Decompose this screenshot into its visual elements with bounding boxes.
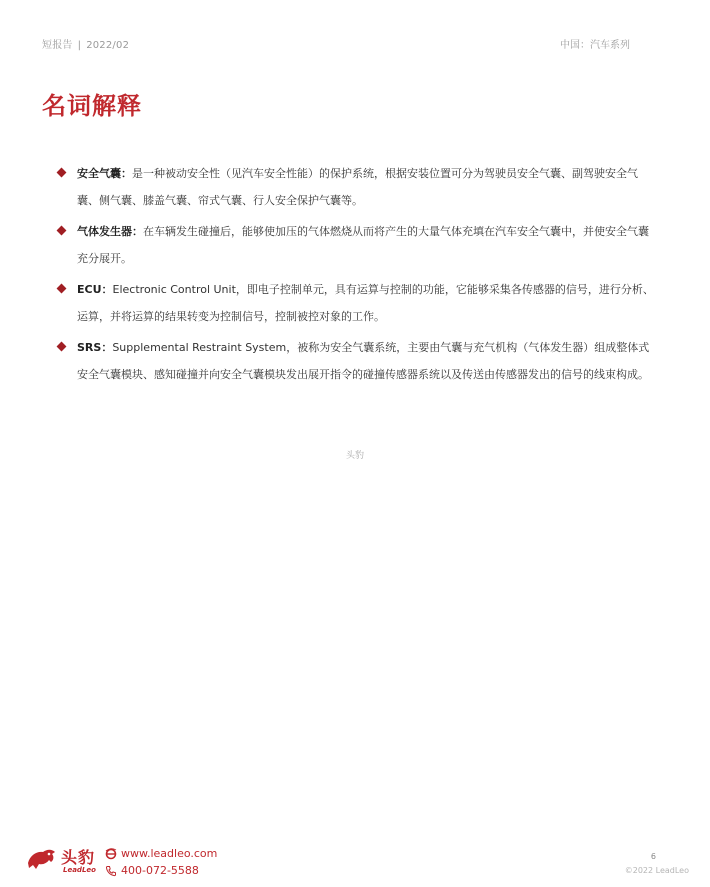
phone-number: 400-072-5588 [121, 864, 199, 877]
page-number: 6 [650, 852, 656, 861]
term-list [58, 160, 658, 392]
report-date: 2022/02 [86, 40, 130, 51]
contact-info [105, 845, 217, 879]
diamond-bullet-icon [57, 226, 67, 236]
term-item-airbag [58, 160, 658, 214]
phone-icon [105, 865, 117, 877]
page-title: 名词解释 [42, 92, 142, 120]
source-note: 头豹 [345, 451, 364, 461]
diamond-bullet-icon [57, 284, 67, 294]
leopard-logo-icon [25, 843, 59, 877]
report-header [42, 36, 129, 51]
term-name: ECU： [77, 283, 113, 296]
copyright-text: ©2022 LeadLeo [624, 866, 689, 875]
term-definition: Electronic Control Unit，即电子控制单元，具有运算与控制的功能，它能够采集各传感器的信号，进行分析、运算，并将运算的结果转变为控制信号，控制被控对象的工作。 [77, 283, 654, 323]
phone-row [105, 862, 217, 879]
report-type: 短报告 [42, 40, 73, 51]
term-name: 安全气囊： [77, 167, 132, 180]
diamond-bullet-icon [57, 168, 67, 178]
term-item-ecu [58, 276, 658, 330]
logo-text-en: LeadLeo [63, 866, 96, 874]
logo-text-cn: 头豹 [61, 848, 96, 867]
website-link[interactable]: www.leadleo.com [121, 847, 218, 860]
term-definition: 在车辆发生碰撞后，能够使加压的气体燃烧从而将产生的大量气体充填在汽车安全气囊中，并使安全气囊充分展开。 [77, 225, 649, 265]
term-definition: Supplemental Restraint System，被称为安全气囊系统，主要由气囊与充气机构（气体发生器）组成整体式安全气囊模块、感知碰撞并向安全气囊模块发出展开指令的碰撞传感器系统以及传送由传感器发出的信号的线束构成。 [77, 341, 650, 381]
report-series: 中国：汽车系列 [560, 40, 630, 51]
term-definition: 是一种被动安全性（见汽车安全性能）的保护系统，根据安装位置可分为驾驶员安全气囊、副驾驶安全气囊、侧气囊、膝盖气囊、帘式气囊、行人安全保护气囊等。 [77, 167, 638, 207]
term-name: 气体发生器： [77, 225, 143, 238]
website-row [105, 845, 217, 862]
term-name: SRS： [77, 341, 113, 354]
browser-e-icon [105, 848, 117, 860]
diamond-bullet-icon [57, 342, 67, 352]
term-item-gas-generator [58, 218, 658, 272]
leadleo-logo [25, 843, 115, 879]
header-separator: | [77, 40, 82, 51]
term-item-srs [58, 334, 658, 388]
